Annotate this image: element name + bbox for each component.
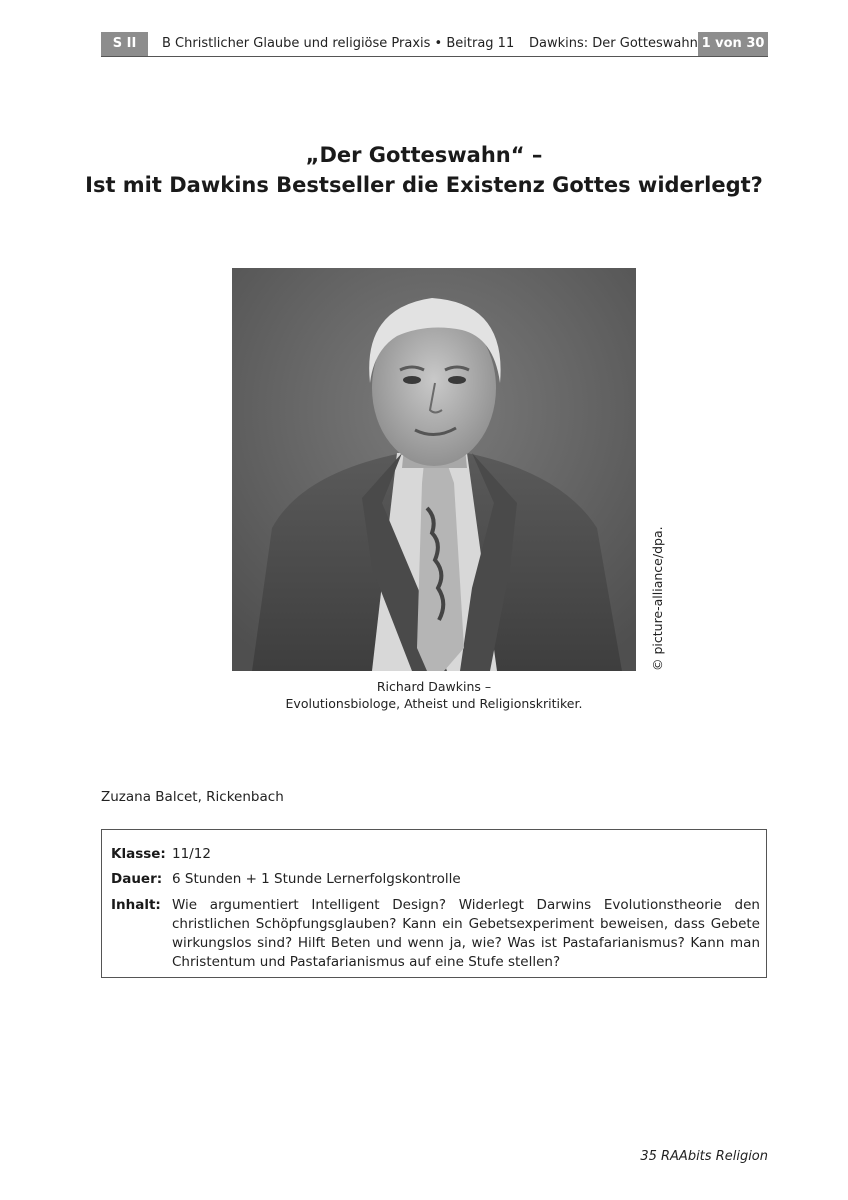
page-header <box>101 32 768 57</box>
portrait-illustration <box>232 268 636 671</box>
title-line-1: „Der Gotteswahn“ – <box>305 143 543 167</box>
info-box <box>101 829 767 978</box>
title-line-2: Ist mit Dawkins Bestseller die Existenz Gottes widerlegt? <box>85 173 763 197</box>
level-badge: S II <box>101 32 148 56</box>
topic-title: Dawkins: Der Gotteswahn <box>529 36 698 51</box>
inhalt-value: Wie argumentiert Intelligent Design? Widerlegt Darwins Evolutionstheorie den christlichen Schöpfungsglauben? Kann ein Gebetsexperiment beweisen, dass Gebete wirkungslos sind? Hilft Beten und wenn ja, wie? Was ist Pastafarianismus? Kann man Christentum und Pastafarianismus auf eine Stufe stellen? <box>172 897 760 970</box>
section-title: B Christlicher Glaube und religiöse Praxis • Beitrag 11 <box>162 36 515 51</box>
caption-line-2: Evolutionsbiologe, Atheist und Religionskritiker. <box>285 696 583 711</box>
dauer-value: 6 Stunden + 1 Stunde Lernerfolgskontrolle <box>172 871 461 887</box>
klasse-label: Klasse: <box>111 846 166 862</box>
document-title <box>0 140 848 200</box>
photo-credit: © picture-alliance/dpa. <box>650 526 665 671</box>
inhalt-label: Inhalt: <box>111 897 161 913</box>
photo-caption <box>232 678 636 712</box>
page-number-badge: 1 von 30 <box>698 32 768 56</box>
dauer-label: Dauer: <box>111 871 163 887</box>
author-name: Zuzana Balcet, Rickenbach <box>101 789 284 805</box>
portrait-photo <box>232 268 636 671</box>
caption-line-1: Richard Dawkins – <box>376 679 492 694</box>
klasse-value: 11/12 <box>172 846 211 862</box>
publication-footer: 35 RAAbits Religion <box>640 1149 768 1164</box>
